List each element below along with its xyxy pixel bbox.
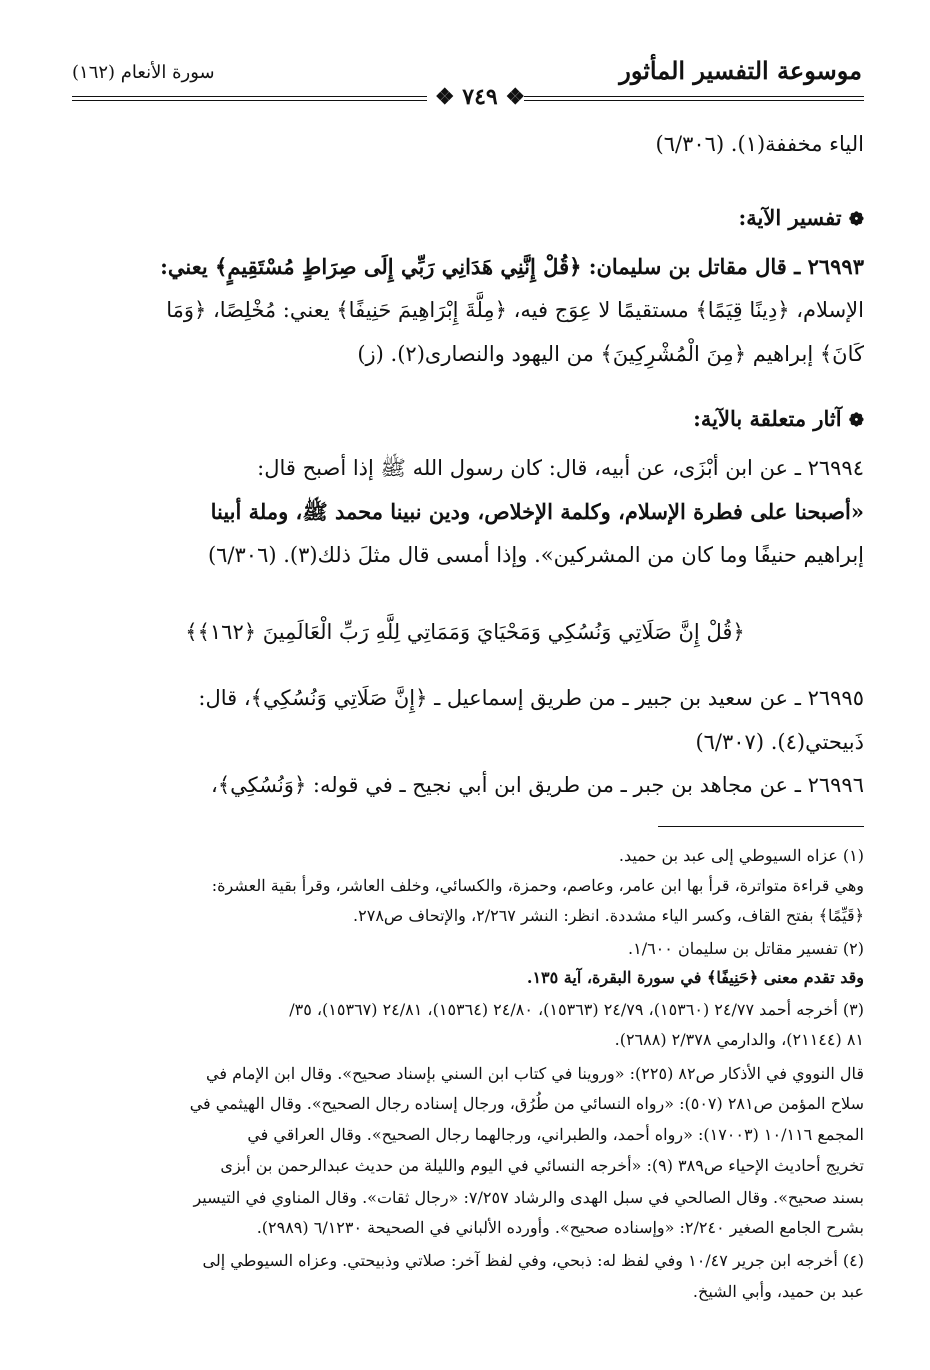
paragraph-line: ٢٦٩٩٣ ـ قال مقاتل بن سليمان: ﴿قُلْ إِنَّنِي هَدَانِي رَبِّي إِلَى صِرَاطٍ مُسْتَقِيمٍ﴾ يعني: [160, 254, 864, 279]
flower-icon: ❁ [848, 209, 864, 230]
footnote-line: عبد بن حميد، وأبي الشيخ. [692, 1282, 864, 1301]
footnote-line: (٤) أخرجه ابن جرير ١٠/٤٧ وفي لفظ له: ذبحي، وفي لفظ آخر: صلاتي وذبيحتي. وعزاه السيوطي إلى [202, 1251, 864, 1270]
footnote-line: بسند صحيح». وقال الصالحي في سبل الهدى والرشاد ٧/٢٥٧: «رجال ثقات». وقال المناوي في التيسير [193, 1188, 864, 1207]
footnote-separator [658, 826, 864, 827]
surah-reference: سورة الأنعام (١٦٢) [72, 62, 215, 83]
page-number: ❖ ٧٤٩ ❖ [434, 84, 526, 110]
footnote-line: وقد تقدم معنى ﴿حَنِيفًا﴾ في سورة البقرة، آية ١٣٥. [526, 968, 864, 987]
footnote-line: وهي قراءة متواترة، قرأ بها ابن عامر، وعاصم، وحمزة، والكسائي، وخلف العاشر، وقرأ بقية العشرة: [211, 876, 864, 895]
footnote-line: قال النووي في الأذكار ص٨٢ (٢٢٥): «وروينا في كتاب ابن السني بإسناد صحيح». وقال ابن الإمام في [206, 1064, 864, 1083]
footnote-line: المجمع ١٠/١١٦ (١٧٠٠٣): «رواه أحمد، والطبراني، ورجالهما رجال الصحيح». وقال العراقي في [247, 1125, 864, 1144]
footnote-line: (٢) تفسير مقاتل بن سليمان ١/٦٠٠. [628, 939, 864, 958]
header-rule-left [72, 96, 427, 101]
quran-verse: ﴿قُلْ إِنَّ صَلَاتِي وَنُسُكِي وَمَحْيَايَ وَمَمَاتِي لِلَّهِ رَبِّ الْعَالَمِينَ ﴿١٦٢﴾﴾ [185, 620, 745, 644]
footnote-line: ٨١ (٢١١٤٤)، والدارمي ٢/٣٧٨ (٢٦٨٨). [614, 1030, 864, 1049]
footnote-line: سلاح المؤمن ص٢٨١ (٥٠٧): «رواه النسائي من طُرُق، ورجال إسناده رجال الصحيح». وقال الهيثمي في [189, 1094, 864, 1113]
footnote-line: (١) عزاه السيوطي إلى عبد بن حميد. [618, 846, 864, 865]
section-heading: ❁ تفسير الآية: [738, 205, 864, 230]
paragraph-line: ٢٦٩٩٦ ـ عن مجاهد بن جبر ـ من طريق ابن أبي نجيح ـ في قوله: ﴿وَنُسُكِي﴾، [211, 773, 864, 797]
text-line: الياء مخففة(١). (٦/٣٠٦) [655, 132, 864, 156]
flower-icon: ❁ [848, 410, 864, 431]
header-rule-right [524, 96, 864, 101]
footnote-line: بشرح الجامع الصغير ٢/٢٤٠: «وإسناده صحيح». وأورده الألباني في الصحيحة ٦/١٢٣٠ (٢٩٨٩). [256, 1218, 864, 1237]
paragraph-line: كَانَ﴾ إبراهيم ﴿مِنَ الْمُشْرِكِينَ﴾ من اليهود والنصارى(٢). (ز) [357, 342, 864, 366]
footnote-line: تخريج أحاديث الإحياء ص٣٨٩ (٩): «أخرجه النسائي في اليوم والليلة من حديث عبدالرحمن بن أبزى [220, 1156, 864, 1175]
paragraph-line: الإسلام، ﴿دِينًا قِيَمًا﴾ مستقيمًا لا عِوَج فيه، ﴿مِلَّةَ إِبْرَاهِيمَ حَنِيفًا﴾ يعني: مُخْلِصًا، ﴿وَمَا [166, 298, 864, 322]
paragraph-line: ٢٦٩٩٤ ـ عن ابن أبْزَى، عن أبيه، قال: كان رسول الله ﷺ إذا أصبح قال: [257, 456, 864, 480]
footnote-line: (٣) أخرجه أحمد ٢٤/٧٧ (١٥٣٦٠)، ٢٤/٧٩ (١٥٣٦٣)، ٢٤/٨٠ (١٥٣٦٤)، ٢٤/٨١ (١٥٣٦٧)، ٣٥/ [289, 1000, 864, 1019]
section-heading: ❁ آثار متعلقة بالآية: [693, 406, 864, 431]
paragraph-line: «أصبحنا على فطرة الإسلام، وكلمة الإخلاص، ودين نبينا محمد ﷺ، وملة أبينا [210, 499, 864, 524]
paragraph-line: ٢٦٩٩٥ ـ عن سعيد بن جبير ـ من طريق إسماعيل ـ ﴿إِنَّ صَلَاتِي وَنُسُكِي﴾، قال: [198, 686, 864, 710]
paragraph-line: ذَبيحتي(٤). (٦/٣٠٧) [695, 730, 864, 754]
book-title: موسوعة التفسير المأثور [619, 56, 862, 85]
paragraph-line: إبراهيم حنيفًا وما كان من المشركين». وإذا أمسى قال مثلَ ذلك(٣). (٦/٣٠٦) [207, 543, 864, 567]
footnote-line: ﴿قَيِّمًا﴾ بفتح القاف، وكسر الياء مشددة. انظر: النشر ٢/٢٦٧، والإتحاف ص٢٧٨. [353, 906, 864, 925]
